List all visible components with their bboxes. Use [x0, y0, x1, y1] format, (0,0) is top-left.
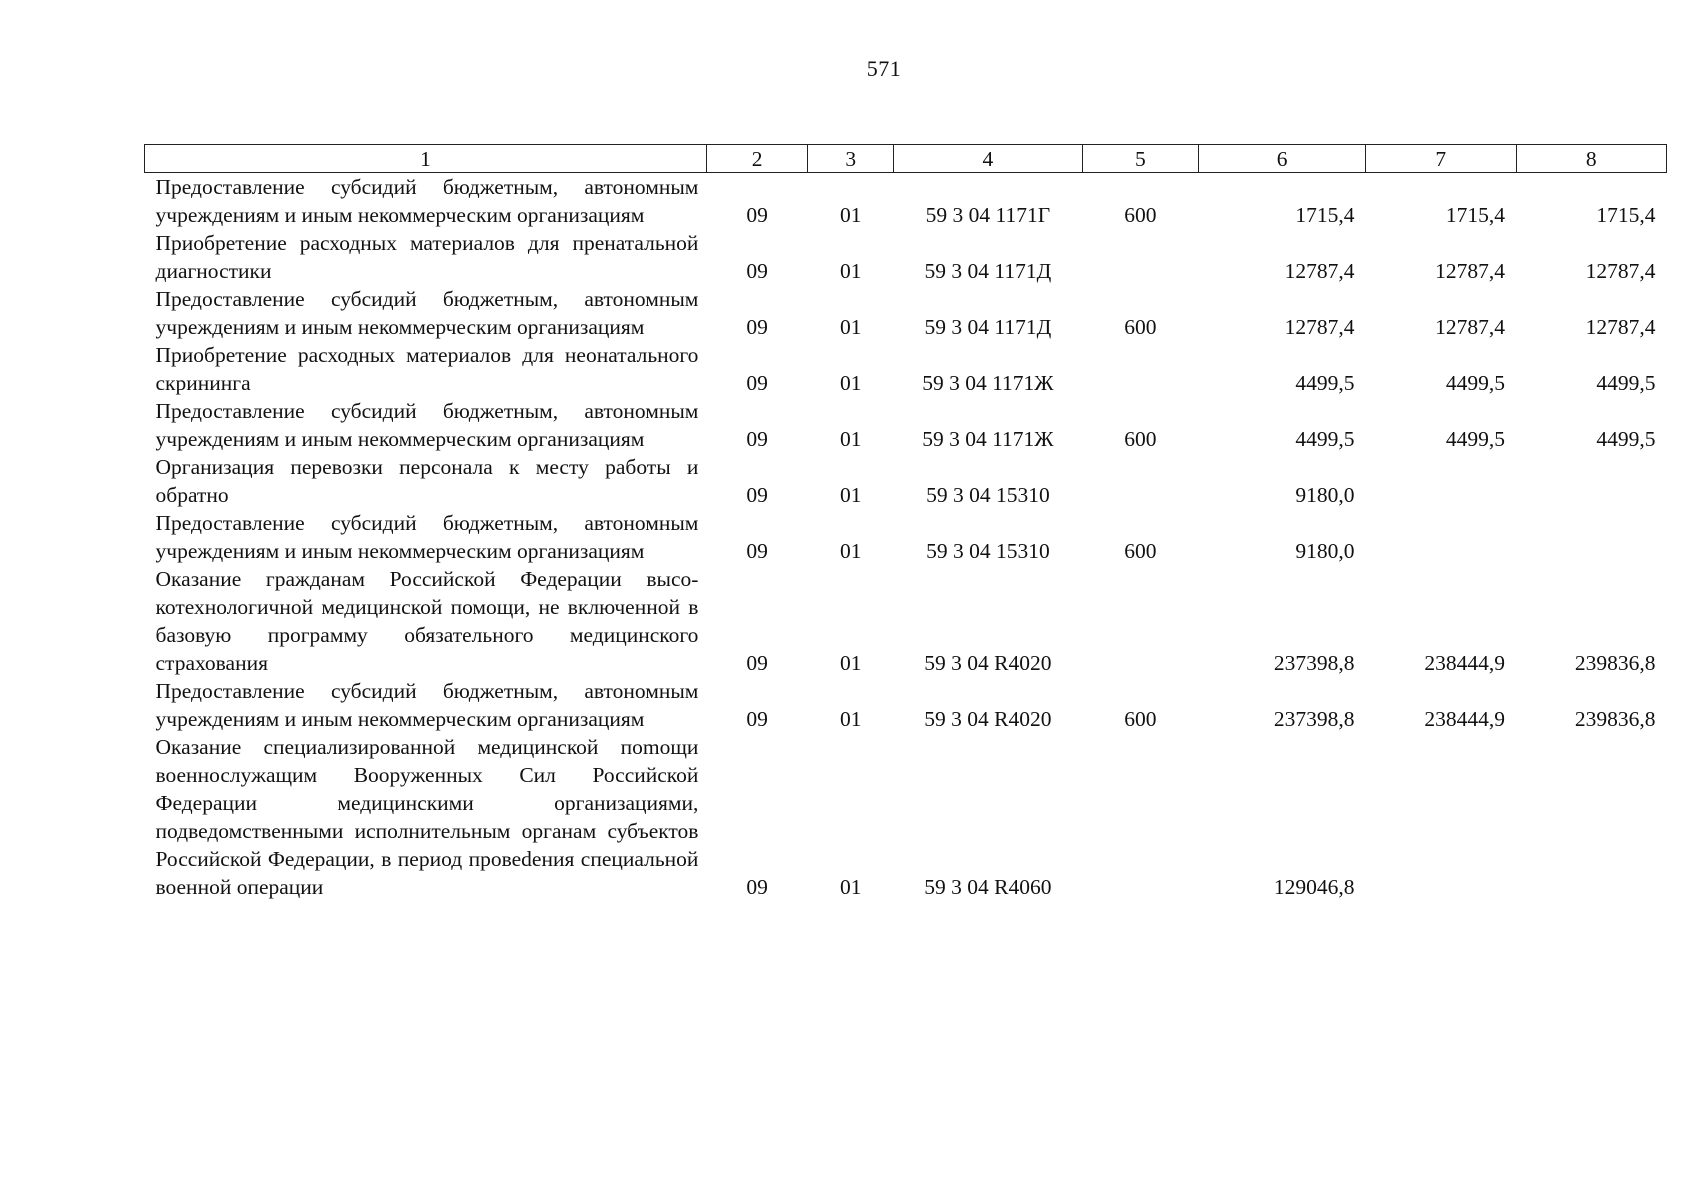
section-code: 09 [746, 707, 768, 731]
amount-col8: 4499,5 [1596, 427, 1656, 451]
budget-table [144, 144, 1667, 901]
amount-col6: 9180,0 [1295, 539, 1355, 563]
column-header: 8 [1516, 145, 1667, 173]
subsection-code: 01 [839, 875, 862, 899]
subsection-code: 01 [839, 483, 862, 507]
target-article-code: 59 3 04 1171Ж [922, 371, 1054, 395]
amount-col8: 4499,5 [1596, 371, 1656, 395]
amount-col7: 4499,5 [1445, 371, 1505, 395]
amount-col8: 1715,4 [1596, 203, 1656, 227]
amount-col7 [1366, 453, 1516, 509]
amount-col8: 12787,4 [1585, 315, 1656, 339]
expense-type-code [1082, 733, 1199, 901]
amount-col8: 239836,8 [1574, 651, 1656, 675]
target-article-code: 59 3 04 1171Д [924, 315, 1052, 339]
table-row [145, 173, 1667, 230]
row-description: Предоставление субсидий бюджетным, автономным учреждениям и иным некоммерческим организациям [155, 175, 699, 227]
amount-col6: 12787,4 [1284, 259, 1355, 283]
table-row [145, 677, 1667, 733]
section-code: 09 [746, 371, 768, 395]
row-description: Предоставление субсидий бюджетным, автономным учреждениям и иным некоммерческим организациям [155, 511, 699, 563]
header-row [145, 145, 1667, 173]
amount-col6: 237398,8 [1273, 651, 1355, 675]
table-row [145, 397, 1667, 453]
amount-col6: 237398,8 [1273, 707, 1355, 731]
subsection-code: 01 [839, 203, 862, 227]
section-code: 09 [746, 315, 768, 339]
amount-col8: 12787,4 [1585, 259, 1656, 283]
table-row [145, 285, 1667, 341]
column-header: 4 [894, 145, 1082, 173]
table-row [145, 509, 1667, 565]
table-row [145, 565, 1667, 677]
table-row [145, 229, 1667, 285]
section-code: 09 [746, 651, 768, 675]
target-article-code: 59 3 04 R4060 [924, 875, 1052, 899]
subsection-code: 01 [839, 651, 862, 675]
row-description: Организация перевозки персонала к месту работы и обратно [155, 455, 699, 507]
amount-col7: 12787,4 [1435, 315, 1505, 339]
expense-type-code [1082, 341, 1199, 397]
row-description: Предоставление субсидий бюджетным, автономным учреждениям и иным некоммерческим организациям [155, 399, 699, 451]
target-article-code: 59 3 04 R4020 [924, 651, 1052, 675]
amount-col6: 4499,5 [1295, 371, 1355, 395]
amount-col8 [1516, 509, 1667, 565]
section-code: 09 [746, 427, 768, 451]
amount-col6: 1715,4 [1295, 203, 1355, 227]
column-header: 1 [145, 145, 707, 173]
column-header: 7 [1366, 145, 1516, 173]
section-code: 09 [746, 875, 768, 899]
section-code: 09 [746, 539, 768, 563]
target-article-code: 59 3 04 15310 [926, 483, 1050, 507]
amount-col8: 239836,8 [1574, 707, 1656, 731]
amount-col8 [1516, 733, 1667, 901]
table-row [145, 341, 1667, 397]
amount-col7: 238444,9 [1424, 651, 1505, 675]
subsection-code: 01 [839, 539, 862, 563]
row-description: Приобретение расходных материалов для неонатального скрининга [155, 343, 699, 395]
target-article-code: 59 3 04 R4020 [924, 707, 1052, 731]
column-header: 6 [1199, 145, 1366, 173]
section-code: 09 [746, 203, 768, 227]
target-article-code: 59 3 04 1171Г [925, 203, 1051, 227]
target-article-code: 59 3 04 1171Ж [922, 427, 1054, 451]
amount-col6: 129046,8 [1273, 875, 1355, 899]
section-code: 09 [746, 483, 768, 507]
row-description: Предоставление субсидий бюджетным, автономным учреждениям и иным некоммерческим организациям [155, 287, 699, 339]
row-description: Предоставление субсидий бюджетным, автономным учреждениям и иным некоммерческим организациям [155, 679, 699, 731]
column-header: 3 [808, 145, 894, 173]
amount-col7: 12787,4 [1435, 259, 1505, 283]
amount-col7: 1715,4 [1445, 203, 1505, 227]
target-article-code: 59 3 04 1171Д [924, 259, 1052, 283]
subsection-code: 01 [839, 371, 862, 395]
amount-col7: 4499,5 [1445, 427, 1505, 451]
amount-col8 [1516, 453, 1667, 509]
expense-type-code [1082, 229, 1199, 285]
subsection-code: 01 [839, 707, 862, 731]
expense-type-code: 600 [1124, 707, 1157, 731]
column-header: 5 [1082, 145, 1199, 173]
amount-col7: 238444,9 [1424, 707, 1505, 731]
target-article-code: 59 3 04 15310 [926, 539, 1050, 563]
amount-col6: 9180,0 [1295, 483, 1355, 507]
amount-col7 [1366, 509, 1516, 565]
expense-type-code: 600 [1124, 427, 1157, 451]
subsection-code: 01 [839, 427, 862, 451]
amount-col6: 12787,4 [1284, 315, 1355, 339]
section-code: 09 [746, 259, 768, 283]
amount-col7 [1366, 733, 1516, 901]
row-description: Приобретение расходных материалов для пренатальной диагностики [155, 231, 699, 283]
row-description: Оказание гражданам Российской Федерации высокотехнологичной медицинской помощи, не включенной в базовую программу обязательного медицинского страхования [155, 567, 699, 675]
table-row [145, 453, 1667, 509]
expense-type-code: 600 [1124, 315, 1157, 339]
expense-type-code [1082, 565, 1199, 677]
subsection-code: 01 [839, 259, 862, 283]
subsection-code: 01 [839, 315, 862, 339]
expense-type-code: 600 [1124, 539, 1157, 563]
row-description: Оказание специализированной медицинской поmощи военнослужащим Вооруженных Сил Российской Федерации медицинскими организациями, подведомственными исполнительным органам субъектов Российской Федерации, в период провеdения специальной военной операции [155, 735, 699, 899]
amount-col6: 4499,5 [1295, 427, 1355, 451]
expense-type-code: 600 [1124, 203, 1157, 227]
column-header: 2 [706, 145, 807, 173]
table-row [145, 733, 1667, 901]
page-number: 571 [866, 56, 902, 81]
expense-type-code [1082, 453, 1199, 509]
